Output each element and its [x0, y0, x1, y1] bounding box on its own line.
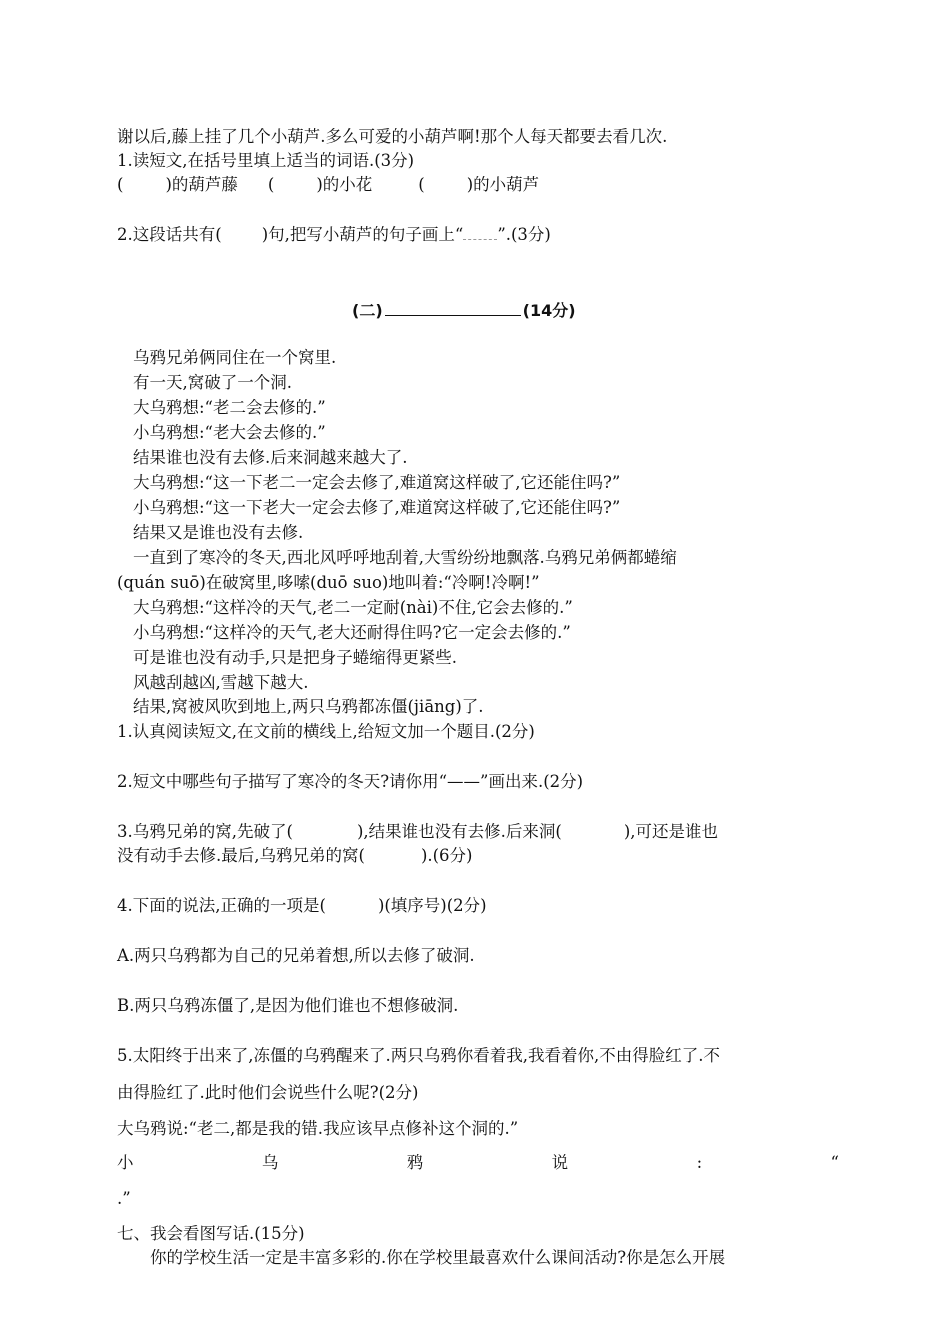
question-5-line-1: 5.太阳终于出来了,冻僵的乌鸦醒来了.两只乌鸦你看着我,我看着你,不由得脸红了.不: [117, 1046, 720, 1065]
story-line: 乌鸦兄弟俩同住在一个窝里.: [133, 348, 337, 367]
story-line: 大乌鸦想:“老二会去修的.”: [133, 398, 326, 417]
section-2-title: (二) (14分): [352, 301, 576, 320]
story-line: 大乌鸦想:“这样冷的天气,老二一定耐(nài)不住,它会去修的.”: [133, 598, 573, 617]
answer-char: 说: [551, 1153, 569, 1172]
answer-char: “: [830, 1153, 839, 1172]
question-1: 1.认真阅读短文,在文前的横线上,给短文加一个题目.(2分): [117, 722, 535, 741]
question-3-line-2: 没有动手去修.最后,乌鸦兄弟的窝( ).(6分): [117, 846, 473, 865]
story-line: 一直到了寒冷的冬天,西北风呼呼地刮着,大雪纷纷地飘落.乌鸦兄弟俩都蜷缩: [133, 548, 677, 567]
story-line: 结果谁也没有去修.后来洞越来越大了.: [133, 448, 408, 467]
blank-b-open: (: [267, 175, 275, 194]
answer-char: :: [696, 1153, 703, 1172]
question-5-line-2: 由得脸红了.此时他们会说些什么呢?(2分): [117, 1083, 419, 1102]
option-a: A.两只乌鸦都为自己的兄弟着想,所以去修了破洞.: [117, 946, 475, 965]
passage-last-line: 谢以后,藤上挂了几个小葫芦.多么可爱的小葫芦啊!那个人每天都要去看几次.: [117, 127, 668, 146]
answer-char: 小: [117, 1153, 134, 1172]
option-b: B.两只乌鸦冻僵了,是因为他们谁也不想修破洞.: [117, 996, 459, 1015]
story-line: 有一天,窝破了一个洞.: [133, 373, 292, 392]
section-7-body: 你的学校生活一定是丰富多彩的.你在学校里最喜欢什么课间活动?你是怎么开展: [150, 1248, 726, 1267]
blank-a-open: (: [117, 175, 124, 194]
blank-b-label: )的小花: [316, 175, 373, 194]
story-line: 小乌鸦想:“老大会去修的.”: [133, 423, 326, 442]
question-2: 2.短文中哪些句子描写了寒冷的冬天?请你用“——”画出来.(2分): [117, 772, 584, 791]
answer-char: 乌: [261, 1153, 279, 1172]
question-4: 4.下面的说法,正确的一项是( )(填序号)(2分): [117, 896, 487, 915]
blank-a-label: )的葫芦藤: [165, 175, 238, 194]
title-blank-line: [385, 299, 521, 316]
answer-small-crow-line: [117, 1152, 839, 1174]
question-1-blanks: [117, 174, 539, 196]
question-2-text: 2.这段话共有( )句,把写小葫芦的句子画上“ ”.(3分): [117, 225, 551, 244]
answer-small-crow-end: .”: [117, 1189, 131, 1208]
story-line: 结果又是谁也没有去修.: [133, 523, 304, 542]
story-line: 小乌鸦想:“这样冷的天气,老大还耐得住吗?它一定会去修的.”: [133, 623, 571, 642]
story-line: 可是谁也没有动手,只是把身子蜷缩得更紧些.: [133, 648, 457, 667]
answer-big-crow: 大乌鸦说:“老二,都是我的错.我应该早点修补这个洞的.”: [117, 1119, 519, 1138]
blank-c-label: )的小葫芦: [466, 175, 540, 194]
story-line: 大乌鸦想:“这一下老二一定会去修了,难道窝这样破了,它还能住吗?”: [133, 473, 621, 492]
story-line: 风越刮越凶,雪越下越大.: [133, 673, 309, 692]
question-3-line-1: 3.乌鸦兄弟的窝,先破了( ),结果谁也没有去修.后来洞( ),可还是谁也: [117, 822, 718, 841]
story-line: 结果,窝被风吹到地上,两只乌鸦都冻僵(jiāng)了.: [133, 697, 484, 716]
story-line: (quán suō)在破窝里,哆嗦(duō suo)地叫着:“冷啊!冷啊!”: [117, 573, 540, 592]
answer-char: 鸦: [406, 1153, 424, 1172]
story-line: 小乌鸦想:“这一下老大一定会去修了,难道窝这样破了,它还能住吗?”: [133, 498, 621, 517]
section-7-heading: 七、我会看图写话.(15分): [117, 1224, 305, 1243]
blank-c-open: (: [418, 175, 425, 194]
wavy-underline-mark: [463, 225, 497, 240]
question-1-text: 1.读短文,在括号里填上适当的词语.(3分): [117, 151, 415, 170]
